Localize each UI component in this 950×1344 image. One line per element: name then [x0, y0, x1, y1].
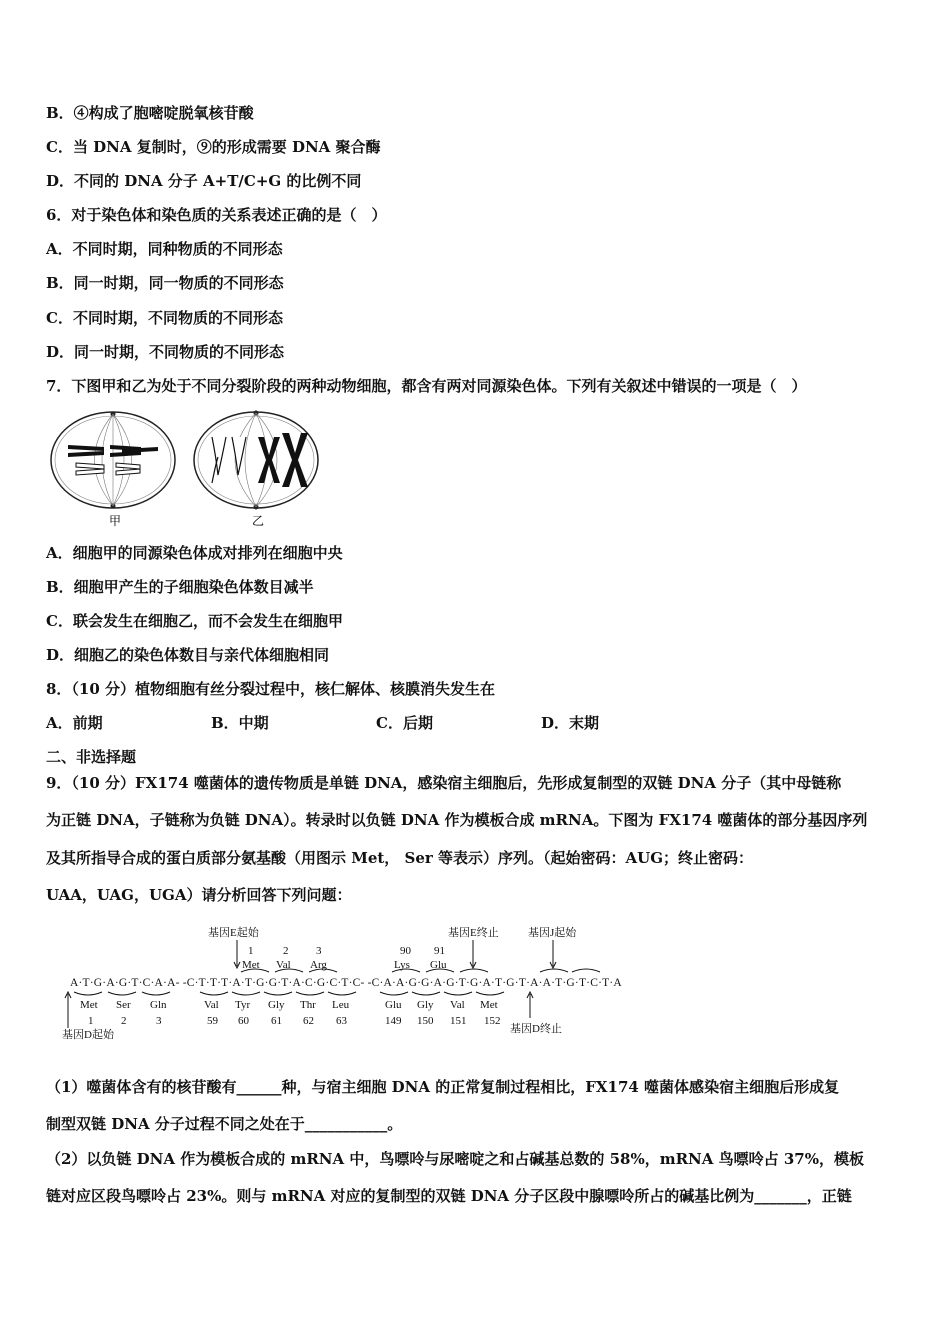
q8-option-b: B．中期 [211, 714, 269, 732]
bottom-aa: Val [450, 999, 465, 1011]
q9-line-4: UAA，UAG，UGA）请分析回答下列问题： [46, 886, 352, 904]
dna-sequence: A·T·G·A·G·T·C·A·A- -C·T·T·T·A·T·G·G·T·A·C·G·C·T·C- -C·A·A·G·G·A·G·T·G·A·T·G·T·A·A·T·G·T·C·T·A [70, 977, 622, 989]
cell-yi-label: 乙 [252, 514, 265, 528]
bottom-aa: Val [204, 999, 219, 1011]
bottom-aa: Met [480, 999, 498, 1011]
bottom-num: 60 [238, 1015, 249, 1027]
q9-sub2-line-2: 链对应区段鸟嘌呤占 23%。则与 mRNA 对应的复制型的双链 DNA 分子区段中腺嘌呤所占的碱基比例为_______，正链 [46, 1187, 852, 1205]
q5-option-b: B．④构成了胞嘧啶脱氧核苷酸 [46, 104, 254, 122]
q8-options [46, 713, 599, 733]
bottom-aa: Glu [385, 999, 402, 1011]
bottom-num: 63 [336, 1015, 347, 1027]
q9-sub2-line-1: （2）以负链 DNA 作为模板合成的 mRNA 中，鸟嘌呤与尿嘧啶之和占碱基总数的 58%，mRNA 鸟嘌呤占 37%，模板 [46, 1150, 864, 1168]
q8-option-c: C．后期 [376, 714, 433, 732]
cell-yi [194, 411, 318, 510]
bottom-num: 150 [417, 1015, 434, 1027]
top-num: 1 [248, 945, 254, 957]
bottom-aa: Leu [332, 999, 350, 1011]
q5-option-c: C．当 DNA 复制时，⑨的形成需要 DNA 聚合酶 [46, 138, 381, 156]
q7-stem: 7．下图甲和乙为处于不同分裂阶段的两种动物细胞，都含有两对同源染色体。下列有关叙述中错误的一项是（ ） [46, 377, 807, 395]
bottom-num: 61 [271, 1015, 282, 1027]
top-num: 91 [434, 945, 445, 957]
top-aa: Met [242, 959, 260, 971]
bottom-aa: Met [80, 999, 98, 1011]
bottom-num: 152 [484, 1015, 501, 1027]
bottom-num: 62 [303, 1015, 314, 1027]
bottom-aa: Gln [150, 999, 167, 1011]
gene-sequence-figure [60, 920, 630, 1045]
q6-option-d: D．同一时期，不同物质的不同形态 [46, 343, 285, 361]
q8-stem: 8．（10 分）植物细胞有丝分裂过程中，核仁解体、核膜消失发生在 [46, 680, 496, 698]
q9-sub1-line-2: 制型双链 DNA 分子过程不同之处在于___________。 [46, 1115, 403, 1133]
bottom-num: 2 [121, 1015, 127, 1027]
gene-d-end-label: 基因D终止 [510, 1023, 562, 1035]
q6-option-c: C．不同时期，不同物质的不同形态 [46, 309, 283, 327]
top-aa: Arg [310, 959, 327, 971]
q7-option-c: C．联会发生在细胞乙，而不会发生在细胞甲 [46, 612, 343, 630]
q8-option-a: A．前期 [46, 714, 103, 732]
q9-sub1-line-1: （1）噬菌体含有的核苷酸有______种，与宿主细胞 DNA 的正常复制过程相比，FX174 噬菌体感染宿主细胞后形成复 [46, 1078, 840, 1096]
q9-line-1: 9．（10 分）FX174 噬菌体的遗传物质是单链 DNA，感染宿主细胞后，先形成复制型的双链 DNA 分子（其中母链称 [46, 774, 842, 792]
bottom-num: 59 [207, 1015, 218, 1027]
q5-option-d: D．不同的 DNA 分子 A+T/C+G 的比例不同 [46, 172, 362, 190]
bottom-num: 149 [385, 1015, 402, 1027]
bottom-aa: Tyr [235, 999, 251, 1011]
bottom-num: 151 [450, 1015, 467, 1027]
top-num: 2 [283, 945, 289, 957]
top-num: 3 [316, 945, 322, 957]
gene-d-start-label: 基因D起始 [62, 1029, 114, 1041]
q8-option-d: D．末期 [541, 714, 600, 732]
top-num: 90 [400, 945, 411, 957]
top-aa: Val [276, 959, 291, 971]
gene-e-end-label: 基因E终止 [448, 927, 499, 939]
q9-line-3: 及其所指导合成的蛋白质部分氨基酸（用图示 Met， Ser 等表示）序列。（起始密码：AUG；终止密码： [46, 849, 754, 867]
q6-stem: 6．对于染色体和染色质的关系表述正确的是（ ） [46, 206, 387, 224]
bottom-aa: Ser [116, 999, 131, 1011]
q6-option-a: A．不同时期，同种物质的不同形态 [46, 240, 283, 258]
q7-option-a: A．细胞甲的同源染色体成对排列在细胞中央 [46, 544, 343, 562]
bottom-aa: Gly [417, 999, 434, 1011]
bottom-aa: Gly [268, 999, 285, 1011]
q7-option-b: B．细胞甲产生的子细胞染色体数目减半 [46, 578, 314, 596]
q6-option-b: B．同一时期，同一物质的不同形态 [46, 274, 284, 292]
q9-line-2: 为正链 DNA，子链称为负链 DNA）。转录时以负链 DNA 作为模板合成 mRNA。下图为 FX174 噬菌体的部分基因序列 [46, 811, 868, 829]
top-aa: Glu [430, 959, 447, 971]
bottom-num: 3 [156, 1015, 162, 1027]
gene-e-start-label: 基因E起始 [208, 927, 259, 939]
section-2-heading: 二、非选择题 [46, 748, 137, 766]
cell-division-figure [46, 405, 336, 530]
cell-jia-label: 甲 [109, 514, 122, 528]
bottom-num: 1 [88, 1015, 94, 1027]
top-aa: Lys [394, 959, 410, 971]
cell-jia [51, 412, 175, 509]
bottom-aa: Thr [300, 999, 316, 1011]
q7-option-d: D．细胞乙的染色体数目与亲代体细胞相同 [46, 646, 330, 664]
gene-j-start-label: 基因J起始 [528, 927, 577, 939]
